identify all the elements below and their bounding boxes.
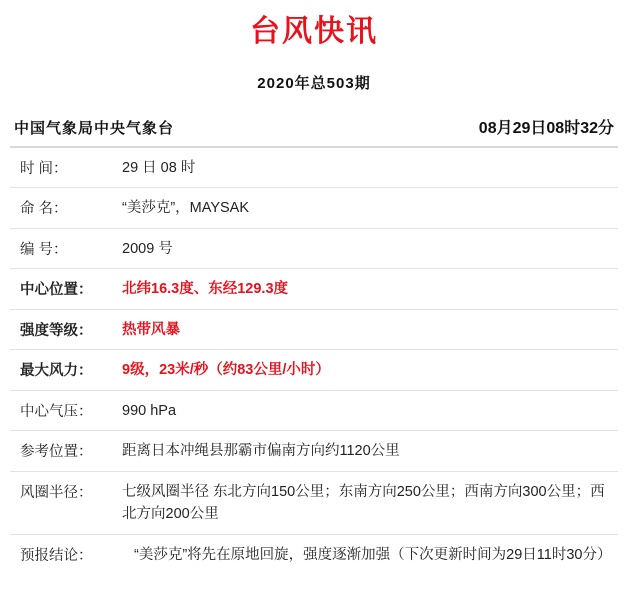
row-label: 最大风力： — [20, 363, 93, 380]
table-row — [10, 350, 618, 390]
table-row — [10, 229, 618, 269]
meta-row — [0, 115, 628, 138]
issuing-authority: 中国气象局中央气象台 — [14, 120, 175, 137]
row-value: 热带风暴 — [122, 321, 180, 338]
row-value: “美莎克”将先在原地回旋，强度逐渐加强（下次更新时间为29日11时30分） — [134, 546, 612, 563]
table-row — [10, 535, 618, 575]
bulletin-table — [10, 148, 618, 575]
row-value: 9级，23米/秒（约83公里/小时） — [122, 362, 330, 379]
row-value: 29 日 08 时 — [122, 160, 196, 176]
table-row — [10, 188, 618, 228]
row-label: 命 名： — [20, 201, 68, 218]
row-label: 预报结论： — [20, 547, 93, 564]
row-label: 中心气压： — [20, 403, 93, 420]
row-value: 990 hPa — [122, 402, 177, 419]
row-label: 编 号： — [20, 241, 68, 258]
row-label: 风圈半径： — [20, 484, 93, 501]
table-row — [10, 472, 618, 535]
issue-number: 2020年总503期 — [257, 75, 371, 92]
row-label: 参考位置： — [20, 444, 93, 461]
row-value: 2009 号 — [122, 240, 173, 257]
table-row — [10, 148, 618, 188]
table-row — [10, 391, 618, 431]
table-row — [10, 269, 618, 309]
row-value: 北纬16.3度、东经129.3度 — [122, 281, 289, 298]
table-row — [10, 431, 618, 471]
row-value: 距离日本冲绳县那霸市偏南方向约1120公里 — [122, 443, 400, 460]
table-row — [10, 310, 618, 350]
page-title: 台风快讯 — [250, 15, 378, 48]
row-label: 强度等级： — [20, 322, 93, 339]
row-label: 中心位置： — [20, 282, 93, 299]
row-label: 时 间： — [20, 161, 68, 177]
issue-datetime: 08月29日08时32分 — [478, 120, 614, 137]
row-value: 七级风圈半径 东北方向150公里；东南方向250公里；西南方向300公里；西北方向200公里 — [122, 483, 605, 523]
row-value: “美莎克”，MAYSAK — [122, 200, 250, 217]
